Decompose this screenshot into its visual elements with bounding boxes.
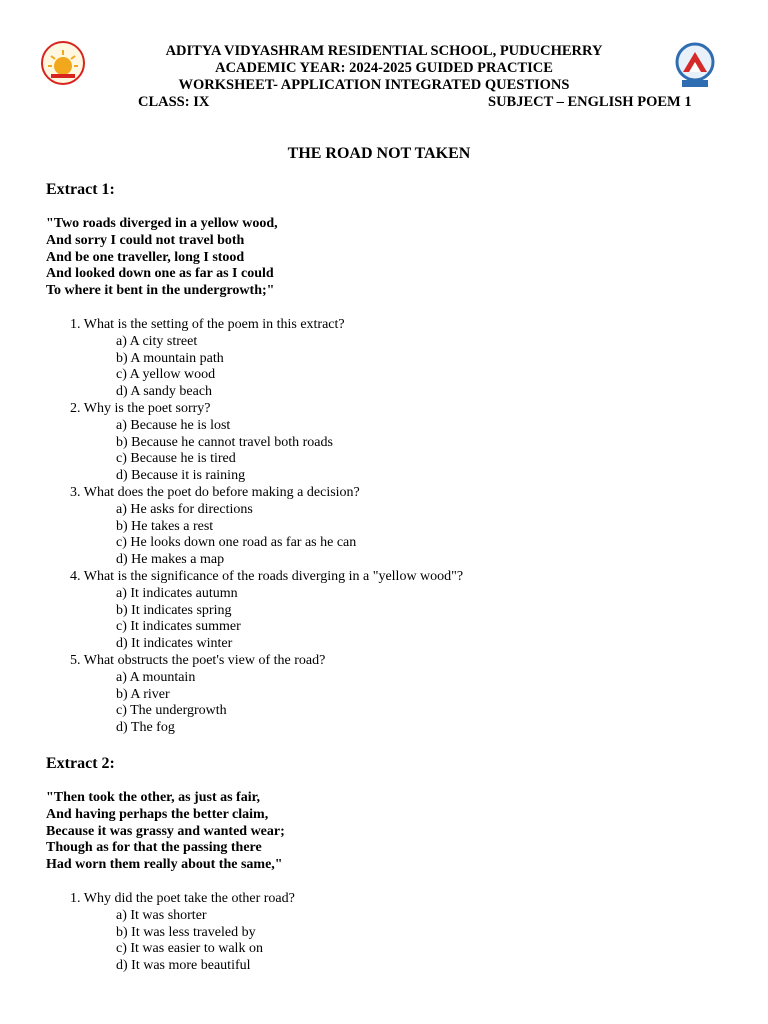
question: 5. What obstructs the poet's view of the road?: [70, 652, 326, 668]
option: d) Because it is raining: [116, 468, 246, 484]
option: a) A mountain: [116, 669, 196, 685]
academic-year: ACADEMIC YEAR: 2024-2025 GUIDED PRACTICE: [215, 60, 553, 76]
verse-line: Though as for that the passing there: [46, 840, 262, 856]
option: d) He makes a map: [116, 552, 225, 568]
extract-2-verse: [46, 790, 285, 874]
question: 1. What is the setting of the poem in this extract?: [70, 317, 345, 332]
option: c) It was easier to walk on: [116, 941, 263, 957]
option: c) A yellow wood: [116, 367, 216, 383]
worksheet-type: WORKSHEET- APPLICATION INTEGRATED QUESTIONS: [178, 77, 570, 93]
option: a) Because he is lost: [116, 417, 231, 433]
extract-1-verse: [46, 216, 278, 300]
option: b) A river: [116, 686, 170, 702]
option: a) It indicates autumn: [116, 585, 238, 601]
option: d) A sandy beach: [116, 384, 213, 400]
option: d) The fog: [116, 720, 175, 736]
verse-line: And be one traveller, long I stood: [46, 249, 245, 265]
question: 2. Why is the poet sorry?: [70, 400, 211, 416]
verse-line: And sorry I could not travel both: [46, 232, 245, 248]
option: c) Because he is tired: [116, 451, 236, 467]
school-name: ADITYA VIDYASHRAM RESIDENTIAL SCHOOL, PUDUCHERRY: [165, 43, 603, 59]
verse-line: And having perhaps the better claim,: [46, 806, 269, 822]
option: b) He takes a rest: [116, 518, 214, 534]
extract-1-heading: Extract 1:: [46, 181, 115, 198]
extract-2-questions: [70, 891, 295, 975]
question: 4. What is the significance of the roads diverging in a "yellow wood"?: [70, 568, 464, 584]
option: a) He asks for directions: [116, 501, 253, 517]
option: c) The undergrowth: [116, 703, 227, 719]
poem-title: THE ROAD NOT TAKEN: [287, 145, 471, 162]
verse-line: Had worn them really about the same,": [46, 857, 283, 873]
verse-line: To where it bent in the undergrowth;": [46, 283, 275, 299]
subject-label: SUBJECT – ENGLISH POEM 1: [488, 94, 692, 110]
question: 1. Why did the poet take the other road?: [70, 891, 295, 906]
verse-line: "Then took the other, as just as fair,: [46, 790, 261, 805]
option: b) It indicates spring: [116, 602, 232, 618]
class-label: CLASS: IX: [138, 94, 210, 110]
option: b) Because he cannot travel both roads: [116, 434, 333, 450]
verse-line: "Two roads diverged in a yellow wood,: [46, 216, 278, 231]
question: 3. What does the poet do before making a decision?: [70, 484, 360, 500]
option: a) A city street: [116, 333, 198, 349]
extract-1-questions: [70, 317, 463, 737]
extract-2-heading: Extract 2:: [46, 755, 115, 772]
option: c) It indicates summer: [116, 619, 241, 635]
verse-line: And looked down one as far as I could: [46, 266, 274, 282]
option: b) It was less traveled by: [116, 924, 256, 940]
option: b) A mountain path: [116, 350, 224, 366]
option: a) It was shorter: [116, 907, 207, 923]
verse-line: Because it was grassy and wanted wear;: [46, 823, 285, 839]
option: c) He looks down one road as far as he can: [116, 535, 357, 551]
option: d) It was more beautiful: [116, 958, 251, 974]
option: d) It indicates winter: [116, 636, 233, 652]
